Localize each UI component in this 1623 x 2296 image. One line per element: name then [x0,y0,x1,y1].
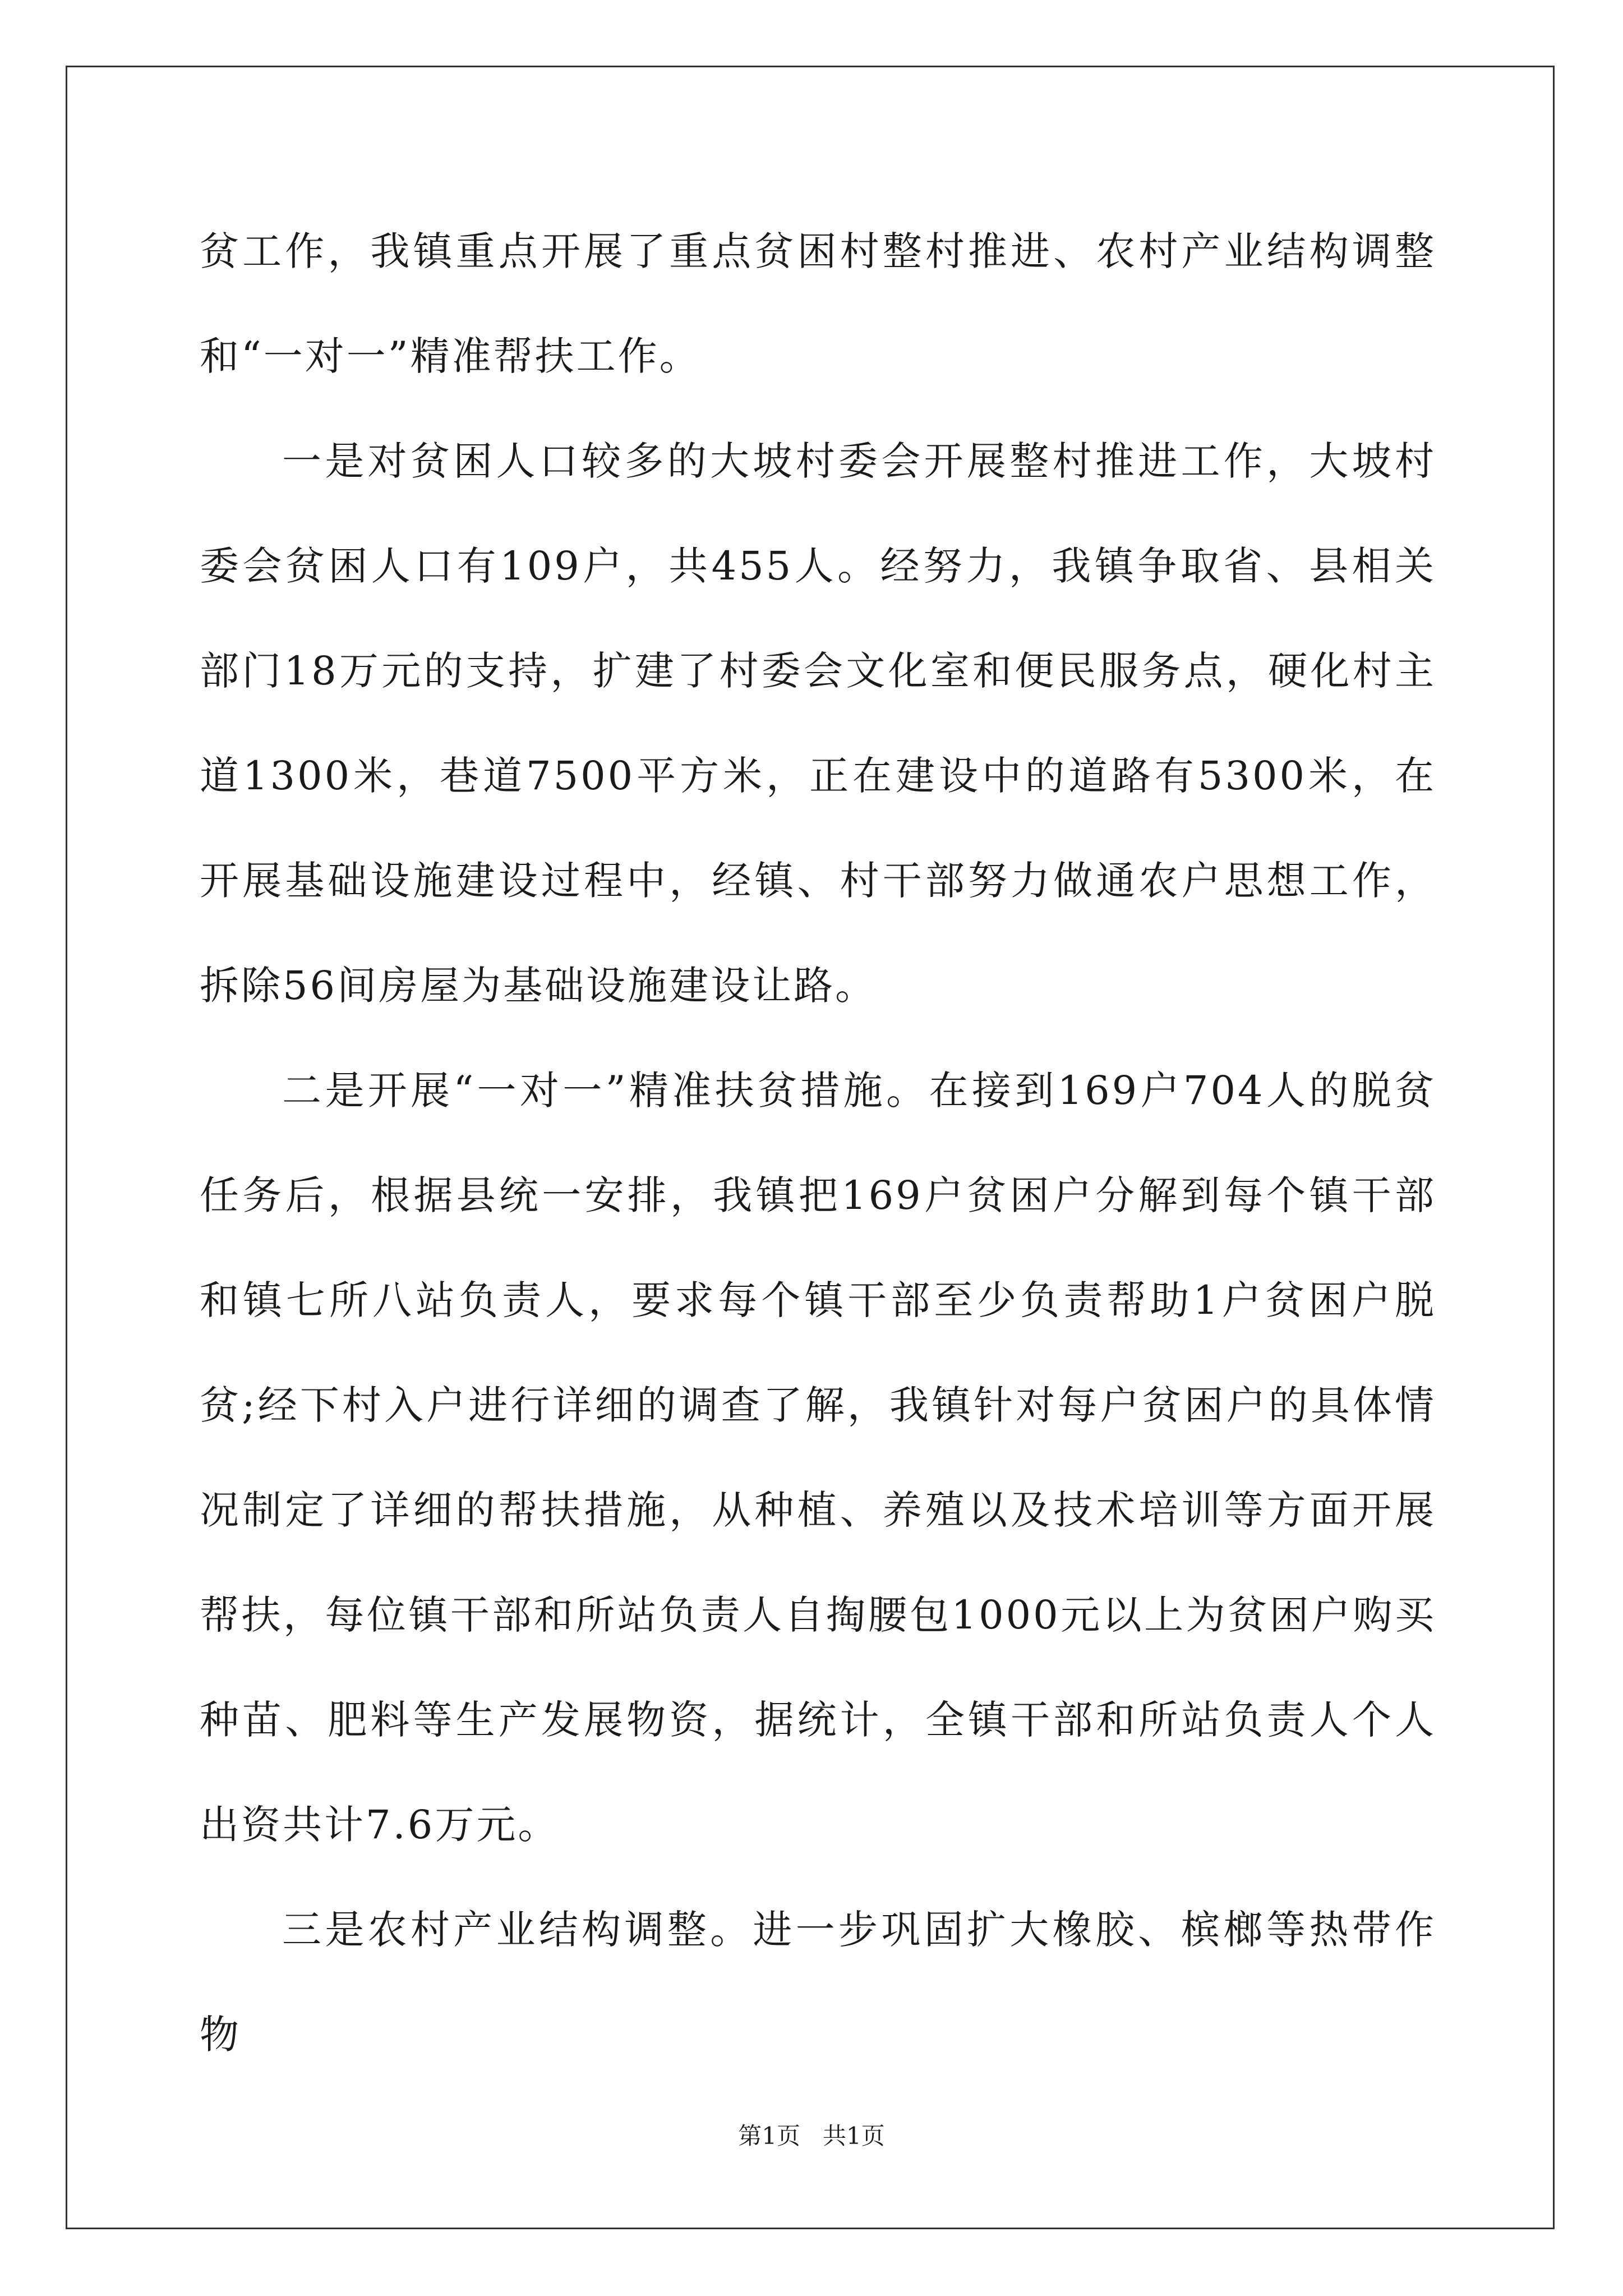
document-body [200,199,1436,2087]
page-footer [0,2119,1623,2153]
page-number-current: 第1页 [738,2122,800,2150]
paragraph-point-two: 二是开展“一对一”精准扶贫措施。在接到169户704人的脱贫任务后，根据县统一安排，我镇把169户贫困户分解到每个镇干部和镇七所八站负责人，要求每个镇干部至少负责帮助1户贫困户脱贫;经下村入户进行详细的调查了解，我镇针对每户贫困户的具体情况制定了详细的帮扶措施，从种植、养殖以及技术培训等方面开展帮扶，每位镇干部和所站负责人自掏腰包1000元以上为贫困户购买种苗、肥料等生产发展物资，据统计，全镇干部和所站负责人个人出资共计7.6万元。 [200,1068,1436,1848]
page-number-total: 共1页 [823,2122,885,2150]
paragraph-point-three: 三是农村产业结构调整。进一步巩固扩大橡胶、槟榔等热带作物 [200,1907,1436,2058]
paragraph-point-one: 一是对贫困人口较多的大坡村委会开展整村推进工作，大坡村委会贫困人口有109户，共455人。经努力，我镇争取省、县相关部门18万元的支持，扩建了村委会文化室和便民服务点，硬化村主道1300米，巷道7500平方米，正在建设中的道路有5300米，在开展基础设施建设过程中，经镇、村干部努力做通农户思想工作，拆除56间房屋为基础设施建设让路。 [200,438,1436,1009]
paragraph-intro: 贫工作，我镇重点开展了重点贫困村整村推进、农村产业结构调整和“一对一”精准帮扶工作。 [200,228,1436,379]
